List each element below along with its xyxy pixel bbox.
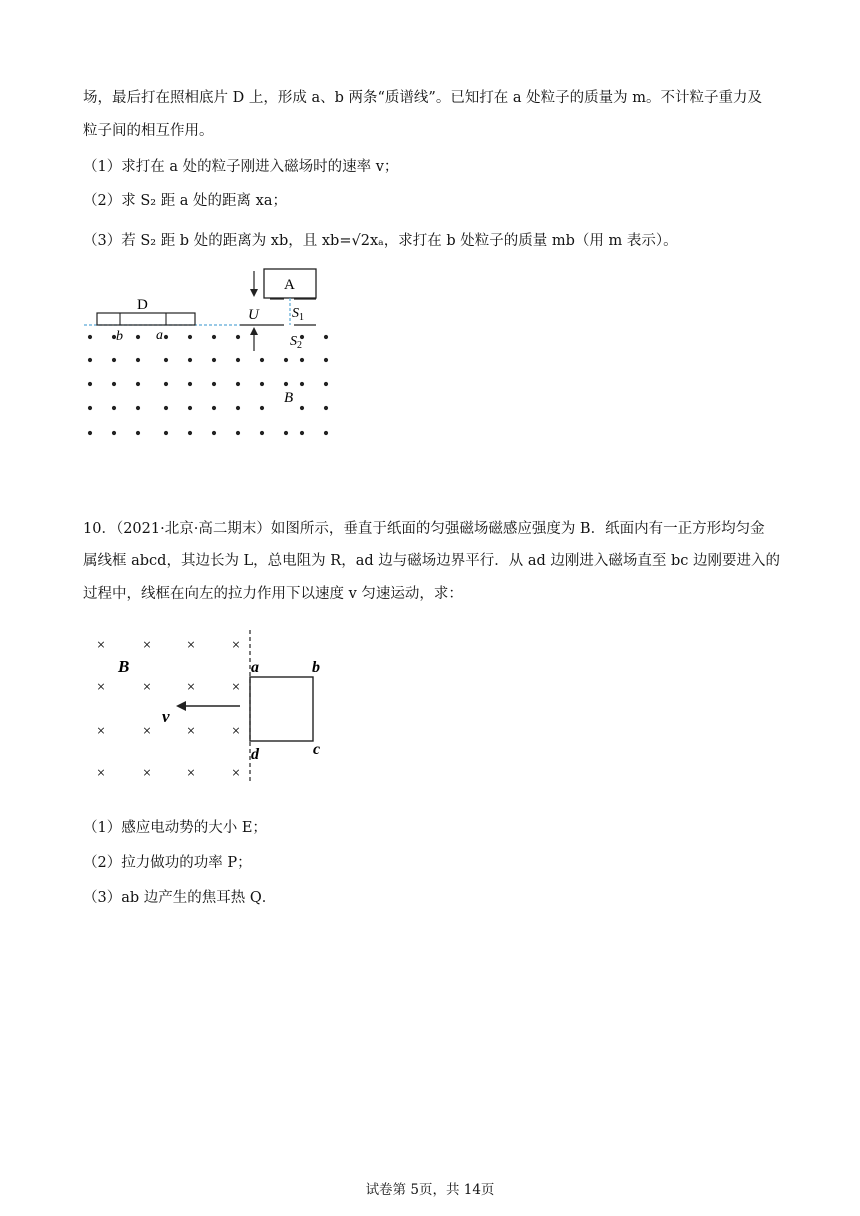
- q10-part-2: （2）拉力做功的功率 P；: [83, 855, 252, 871]
- field-dot: [212, 335, 216, 339]
- field-dot: [260, 431, 264, 435]
- field-dot: [212, 431, 216, 435]
- photo-plate-d: [97, 313, 195, 325]
- field-dot: [188, 358, 192, 362]
- field-dot: [324, 431, 328, 435]
- label-s2: $S_2$: [290, 334, 302, 351]
- field-dot: [136, 358, 140, 362]
- field-cross: ×: [96, 679, 106, 696]
- field-dot: [324, 406, 328, 410]
- field-cross: ×: [186, 723, 196, 740]
- label-a-mark: a: [156, 328, 163, 343]
- velocity-arrow-head: [176, 701, 186, 711]
- field-cross: ×: [231, 765, 241, 782]
- field-dot: [112, 382, 116, 386]
- voltage-arrow-down-head: [250, 289, 258, 297]
- field-cross: ×: [231, 723, 241, 740]
- field-dot: [284, 382, 288, 386]
- label-b-field: B: [284, 390, 294, 406]
- label-d-corner: d: [251, 746, 259, 763]
- field-dot: [164, 358, 168, 362]
- field-dot: [136, 382, 140, 386]
- field-dot: [324, 358, 328, 362]
- field-dot: [188, 431, 192, 435]
- label-b-mark: b: [116, 329, 123, 344]
- field-cross: ×: [96, 723, 106, 740]
- field-dot: [324, 382, 328, 386]
- loop-field-figure: [90, 628, 340, 788]
- field-dot: [260, 358, 264, 362]
- field-dot: [236, 431, 240, 435]
- field-dot: [300, 382, 304, 386]
- field-dot: [112, 431, 116, 435]
- field-cross: ×: [142, 765, 152, 782]
- field-dot: [188, 382, 192, 386]
- field-dot: [188, 335, 192, 339]
- field-cross: ×: [231, 637, 241, 654]
- voltage-arrow-up-head: [250, 327, 258, 335]
- field-dot: [300, 358, 304, 362]
- label-s1: $S_1$: [292, 306, 304, 323]
- q9-part-3-math: √2xₐ: [351, 233, 384, 249]
- field-cross: ×: [142, 637, 152, 654]
- label-a-corner: a: [251, 659, 259, 676]
- field-dot: [236, 406, 240, 410]
- q9-text-line-2: 粒子间的相互作用。: [83, 123, 214, 139]
- field-dot: [236, 382, 240, 386]
- q9-text-line-1: 场，最后打在照相底片 D 上，形成 a、b 两条“质谱线”。已知打在 a 处粒子的质量为 m。不计粒子重力及: [83, 90, 763, 106]
- field-dot: [88, 358, 92, 362]
- field-dot: [136, 406, 140, 410]
- label-a-box: A: [284, 277, 295, 293]
- label-b-field2: B: [118, 657, 130, 676]
- field-cross: ×: [231, 679, 241, 696]
- field-cross: ×: [142, 679, 152, 696]
- q9-part-3: [83, 231, 678, 251]
- label-b-corner: b: [312, 659, 320, 676]
- field-dot: [212, 406, 216, 410]
- field-cross: ×: [186, 765, 196, 782]
- q9-part-2: （2）求 S₂ 距 a 处的距离 xa；: [83, 193, 287, 209]
- q10-part-1: （1）感应电动势的大小 E；: [83, 820, 267, 836]
- q10-text-line-3: 过程中，线框在向左的拉力作用下以速度 v 匀速运动，求：: [83, 586, 463, 602]
- field-dot: [300, 406, 304, 410]
- field-dot: [112, 358, 116, 362]
- field-dot: [300, 335, 304, 339]
- field-dot: [164, 335, 168, 339]
- field-dot: [88, 431, 92, 435]
- q10-text-line-1: 10．（2021·北京·高二期末）如图所示，垂直于纸面的匀强磁场磁感应强度为 B．纸面内有一正方形均匀金: [83, 521, 765, 537]
- label-v: v: [162, 707, 170, 726]
- field-dot: [260, 382, 264, 386]
- field-dot: [188, 406, 192, 410]
- field-dot: [88, 382, 92, 386]
- field-dot: [236, 358, 240, 362]
- field-dot: [300, 431, 304, 435]
- field-dot: [212, 382, 216, 386]
- field-dot: [324, 335, 328, 339]
- page-footer: 试卷第 5页，共 14页: [365, 1182, 495, 1198]
- field-dot: [136, 431, 140, 435]
- label-d: D: [137, 297, 148, 313]
- field-dot: [88, 335, 92, 339]
- q10-part-3: （3）ab 边产生的焦耳热 Q．: [83, 890, 277, 906]
- field-dot: [88, 406, 92, 410]
- field-cross: ×: [186, 679, 196, 696]
- label-c-corner: c: [313, 741, 321, 758]
- q9-part-3-pre: （3）若 S₂ 距 b 处的距离为 xb，且 xb=: [83, 233, 352, 249]
- field-dot: [164, 406, 168, 410]
- q10-text-line-2: 属线框 abcd，其边长为 L，总电阻为 R，ad 边与磁场边界平行．从 ad 边刚进入磁场直至 bc 边刚要进入的: [83, 553, 781, 569]
- field-dot: [164, 382, 168, 386]
- q9-part-1: （1）求打在 a 处的粒子刚进入磁场时的速率 v；: [83, 159, 399, 175]
- field-dot: [136, 335, 140, 339]
- field-dot: [260, 406, 264, 410]
- square-loop-abcd: [250, 677, 313, 741]
- label-u: U: [248, 307, 259, 323]
- field-dot: [284, 431, 288, 435]
- field-dot: [284, 358, 288, 362]
- field-dot: [112, 335, 116, 339]
- magnetic-field-dots: [88, 335, 328, 435]
- mass-spectrometer-figure: [80, 265, 350, 450]
- field-dot: [112, 406, 116, 410]
- field-dot: [164, 431, 168, 435]
- field-cross: ×: [96, 765, 106, 782]
- field-dot: [236, 335, 240, 339]
- field-cross: ×: [96, 637, 106, 654]
- field-cross: ×: [142, 723, 152, 740]
- field-cross: ×: [186, 637, 196, 654]
- field-dot: [212, 358, 216, 362]
- q9-part-3-post: ，求打在 b 处粒子的质量 mb（用 m 表示）。: [383, 233, 678, 249]
